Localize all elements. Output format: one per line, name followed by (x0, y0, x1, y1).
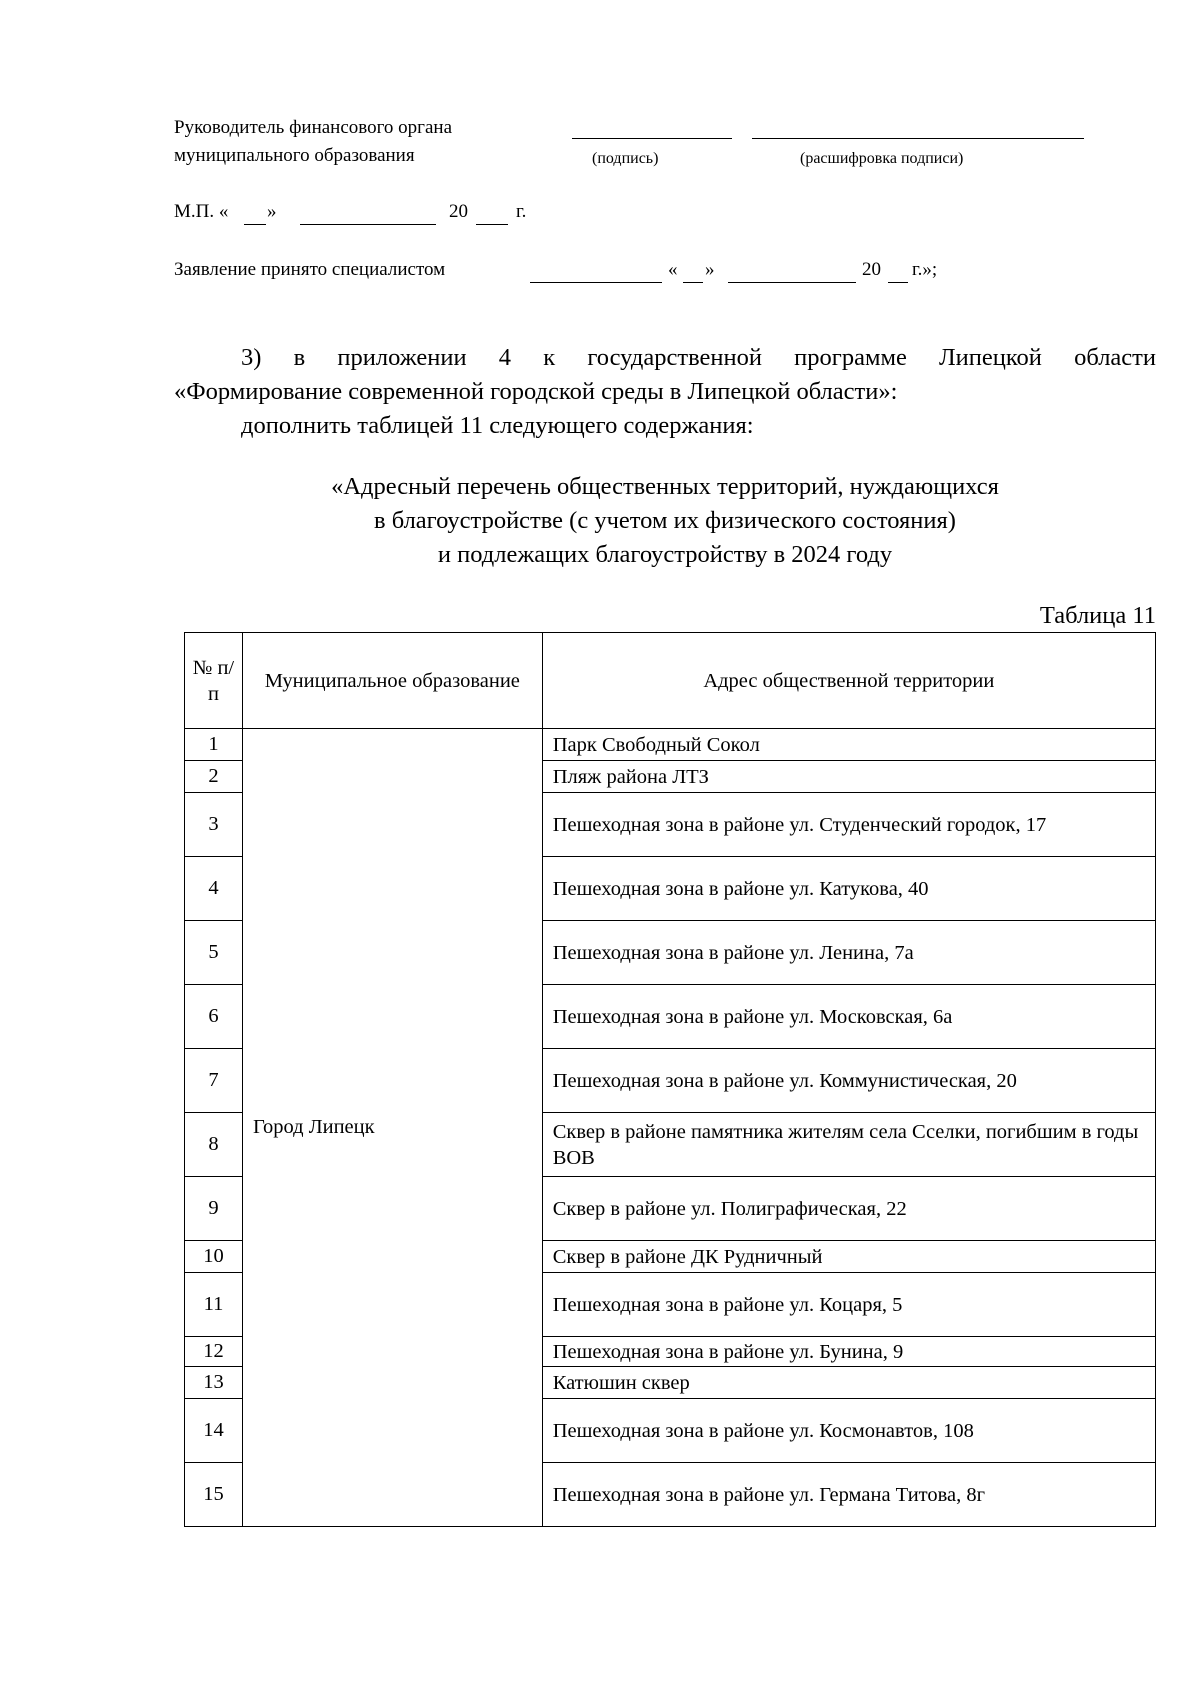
row-number: 7 (185, 1049, 243, 1113)
accepted-month-blank (728, 282, 856, 283)
row-number: 13 (185, 1367, 243, 1399)
row-address: Пешеходная зона в районе ул. Коцаря, 5 (542, 1273, 1155, 1337)
row-address: Сквер в районе ул. Полиграфическая, 22 (542, 1177, 1155, 1241)
row-number: 4 (185, 857, 243, 921)
stamp-month-blank (300, 224, 436, 225)
accepted-year-blank (888, 282, 908, 283)
signer-title-line2: муниципального образования (174, 145, 415, 166)
signature-decode-line (752, 138, 1084, 139)
signer-title-line1: Руководитель финансового органа (174, 117, 453, 138)
stamp-year-blank (476, 224, 508, 225)
row-address: Пешеходная зона в районе ул. Коммунистическая, 20 (542, 1049, 1155, 1113)
header-num: № п/п (185, 633, 243, 729)
row-number: 2 (185, 761, 243, 793)
row-number: 15 (185, 1463, 243, 1527)
row-number: 8 (185, 1113, 243, 1177)
stamp-prefix: М.П. « (174, 201, 229, 222)
signature-decode-caption: (расшифровка подписи) (800, 150, 964, 167)
title-line1: «Адресный перечень общественных территорий, нуждающихся (331, 473, 999, 500)
title-line2: в благоустройстве (с учетом их физического состояния) (374, 507, 956, 534)
table-label: Таблица 11 (1039, 602, 1156, 629)
paragraph-line2: «Формирование современной городской среды в Липецкой области»: (174, 378, 898, 405)
paragraph-line1: 3) в приложении 4 к государственной программе Липецкой области (241, 344, 1156, 371)
paragraph-line3: дополнить таблицей 11 следующего содержания: (241, 412, 754, 439)
row-address: Пешеходная зона в районе ул. Катукова, 40 (542, 857, 1155, 921)
table-header-row (185, 633, 1156, 729)
accepted-day-blank (683, 282, 703, 283)
title-line3: и подлежащих благоустройству в 2024 году (437, 541, 893, 568)
list-title (174, 470, 1156, 572)
territories-table (184, 632, 1156, 1527)
row-address: Сквер в районе памятника жителям села Сселки, погибшим в годы ВОВ (542, 1113, 1155, 1177)
row-address: Пешеходная зона в районе ул. Студенческий городок, 17 (542, 793, 1155, 857)
row-number: 5 (185, 921, 243, 985)
row-address: Пляж района ЛТЗ (542, 761, 1155, 793)
accepted-year-suffix: г.»; (912, 259, 938, 280)
accepted-text: Заявление принято специалистом (174, 259, 446, 280)
row-number: 9 (185, 1177, 243, 1241)
accepted-year-prefix: 20 (862, 259, 881, 280)
row-number: 3 (185, 793, 243, 857)
accepted-quote-close: » (705, 259, 715, 280)
signature-line (572, 138, 732, 139)
specialist-blank (530, 282, 662, 283)
row-address: Сквер в районе ДК Рудничный (542, 1241, 1155, 1273)
row-number: 10 (185, 1241, 243, 1273)
row-number: 11 (185, 1273, 243, 1337)
stamp-quote-close: » (267, 201, 277, 222)
row-address: Пешеходная зона в районе ул. Бунина, 9 (542, 1337, 1155, 1367)
amendment-paragraph (174, 341, 1156, 443)
row-number: 14 (185, 1399, 243, 1463)
row-address: Катюшин сквер (542, 1367, 1155, 1399)
municipality-cell: Город Липецк (242, 729, 542, 1527)
row-address: Пешеходная зона в районе ул. Германа Титова, 8г (542, 1463, 1155, 1527)
stamp-year-prefix: 20 (449, 201, 468, 222)
row-number: 6 (185, 985, 243, 1049)
header-municipality: Муниципальное образование (242, 633, 542, 729)
row-address: Пешеходная зона в районе ул. Космонавтов, 108 (542, 1399, 1155, 1463)
row-address: Парк Свободный Сокол (542, 729, 1155, 761)
table-row (185, 729, 1156, 761)
row-number: 12 (185, 1337, 243, 1367)
signature-caption: (подпись) (592, 150, 659, 167)
stamp-year-suffix: г. (516, 201, 527, 222)
row-number: 1 (185, 729, 243, 761)
header-address: Адрес общественной территории (542, 633, 1155, 729)
stamp-day-blank (244, 224, 266, 225)
accepted-quote-open: « (668, 259, 678, 280)
row-address: Пешеходная зона в районе ул. Ленина, 7а (542, 921, 1155, 985)
row-address: Пешеходная зона в районе ул. Московская, 6а (542, 985, 1155, 1049)
